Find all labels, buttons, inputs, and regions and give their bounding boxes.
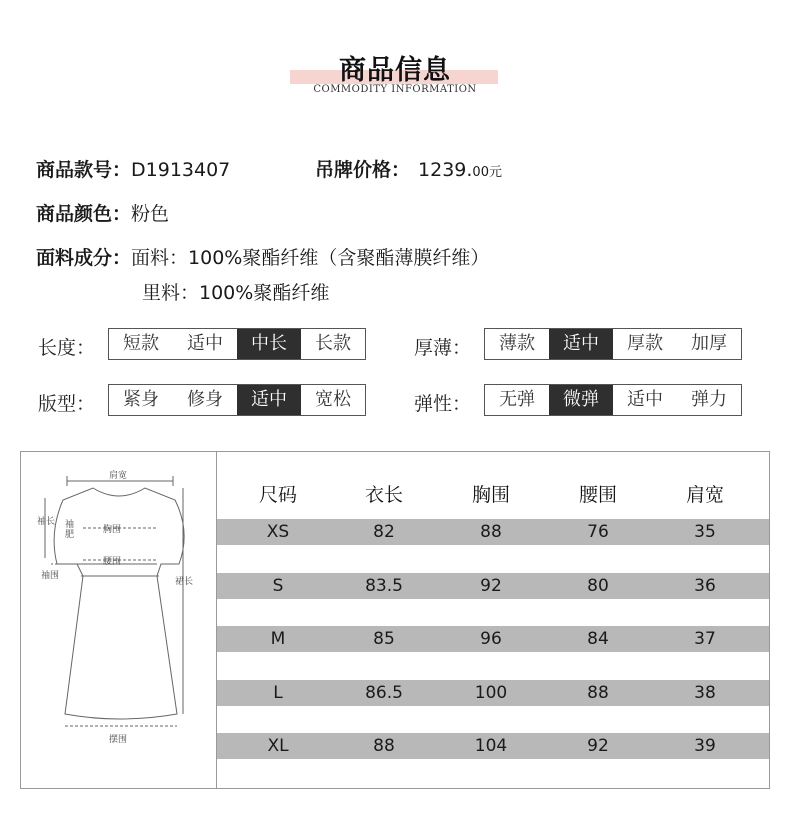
sleeve-width-label: 袖肥 [65,520,75,540]
cell-length: 83.5 [365,575,403,596]
cell-length: 85 [373,629,395,649]
cell-size: S [272,575,284,596]
thickness-option[interactable]: 加厚 [691,333,727,354]
cuff-label: 袖围 [41,571,60,581]
page-subtitle: COMMODITY INFORMATION [313,84,477,95]
price-cents: 00元 [472,165,502,180]
fabric-row [36,243,489,270]
thickness-selector [484,328,742,360]
length-label: 长度： [38,337,96,359]
length-option[interactable]: 适中 [187,333,223,354]
elasticity-label: 弹性： [414,393,472,415]
sleeve-length-label: 袖长 [37,517,56,527]
cell-chest: 96 [480,629,502,649]
thickness-label: 厚薄： [414,337,472,359]
cell-chest: 92 [480,575,502,596]
elasticity-option[interactable]: 无弹 [499,389,535,410]
chest-label: 胸围 [103,525,122,535]
cell-size: XS [266,522,290,542]
cell-chest: 88 [480,522,502,542]
cell-size: XL [267,736,289,756]
thickness-option[interactable]: 薄款 [499,333,535,354]
col-header-waist: 腰围 [578,484,617,506]
elasticity-option[interactable]: 弹力 [691,389,727,410]
fabric-label: 面料成分： [36,247,132,269]
length-option[interactable]: 长款 [315,333,351,354]
fit-option[interactable]: 紧身 [123,389,159,410]
style-number-label: 商品款号： [36,159,132,181]
col-header-chest: 胸围 [471,484,510,506]
color-label: 商品颜色： [36,203,132,225]
cell-chest: 100 [474,682,508,703]
skirt-length-label: 裙长 [175,577,194,587]
cell-length: 86.5 [365,682,403,703]
cell-length: 82 [373,522,395,542]
elasticity-option[interactable]: 适中 [627,389,663,410]
price-label: 吊牌价格： [315,159,411,181]
cell-shoulder: 36 [694,575,716,596]
fit-option[interactable]: 宽松 [315,389,351,410]
hem-label: 摆围 [109,735,128,745]
col-header-length: 衣长 [364,484,403,506]
fit-option[interactable]: 修身 [187,389,223,410]
cell-size: L [273,682,283,703]
cell-shoulder: 35 [694,522,716,542]
cell-waist: 84 [587,629,609,649]
fabric-lining: 里料：100%聚酯纤维 [142,282,330,304]
thickness-option[interactable]: 厚款 [627,333,663,354]
color-value: 粉色 [131,203,170,225]
cell-shoulder: 39 [694,736,716,756]
cell-length: 88 [373,736,395,756]
fit-label: 版型： [38,393,96,415]
length-option[interactable]: 短款 [123,333,159,354]
elasticity-option[interactable]: 微弹 [549,385,613,415]
thickness-option[interactable]: 适中 [549,329,613,359]
length-selector [108,328,366,360]
cell-shoulder: 38 [694,682,716,703]
cell-waist: 76 [587,522,609,542]
garment-diagram [21,452,217,788]
color-row [36,199,169,226]
price-row [315,155,502,182]
waist-label: 腰围 [103,557,122,567]
shoulder-label: 肩宽 [109,471,128,481]
fit-selector [108,384,366,416]
page-title: 商品信息 [339,55,451,86]
cell-waist: 92 [587,736,609,756]
cell-shoulder: 37 [694,629,716,649]
size-chart [20,451,770,789]
cell-waist: 88 [587,682,609,703]
cell-chest: 104 [474,736,508,756]
fit-option[interactable]: 适中 [237,385,301,415]
elasticity-selector [484,384,742,416]
col-header-shoulder: 肩宽 [685,484,724,506]
price-value: 1239. [418,159,473,181]
style-number-value: D1913407 [131,159,231,181]
col-header-size: 尺码 [258,484,297,506]
style-number-row [36,155,230,182]
cell-size: M [270,629,286,649]
length-option[interactable]: 中长 [237,329,301,359]
cell-waist: 80 [587,575,609,596]
fabric-outer: 面料：100%聚酯纤维（含聚酯薄膜纤维） [131,247,490,269]
